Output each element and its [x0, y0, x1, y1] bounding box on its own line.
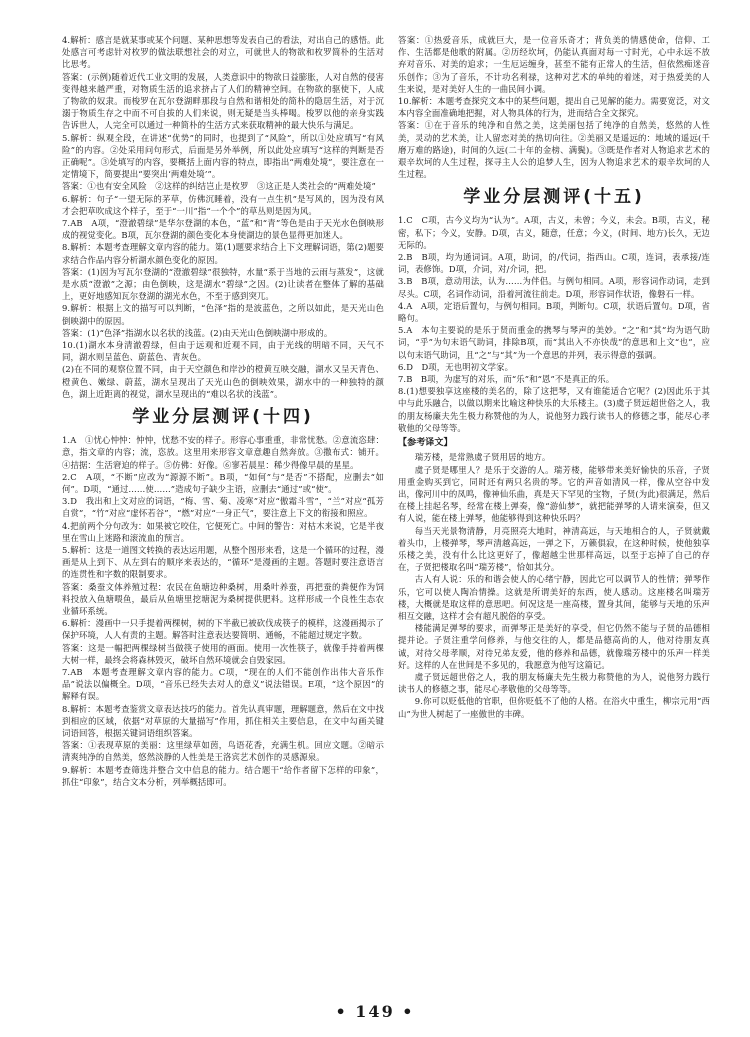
answer-paragraph: 3.B B项，意动用法，认为……为伴侣。与例句相同。A项，形容词作动词，走到尽头。C项，名词作动词，沿着河流往前走。D项，形容词作状语，像磐石一样。: [398, 276, 710, 299]
answer-paragraph: 答案：桑蚕文体养殖过程：农民在鱼塘边种桑树，用桑叶养蚕，再把蚕的粪便作为饲料投放入鱼塘喂鱼，最后从鱼塘里挖塘泥为桑树提供肥料。这样形成一个良性生态农业循环系统。: [62, 581, 384, 616]
answer-paragraph: 5.A 本句主要说的是乐于贤而重金的携琴与琴声的美妙。“之”和“其”均为语气助词，“乎”为句末语气助词，排除B项，而“其出入不亦快哉”的意思和上文“也”，应以句末语气助词，且“之”与“其”为一个意思的并列，表示得意的强调。: [398, 325, 710, 360]
answer-paragraph: 4.把前两个分句改为：如果被它咬住，它便死亡。中间的警告：对枯木来说，它是半夜里在雪山上迷路和滚流血的预言。: [62, 520, 384, 543]
answer-paragraph: 9.解析：本题考查筛选并整合文中信息的能力。结合题干“给作者留下怎样的印象”，抓住“印象”，结合文本分析，列举概括即可。: [62, 764, 384, 787]
answer-paragraph: 答案：①表现草原的美丽：这里绿草如茵，鸟语花香，充满生机。回应文题。②暗示清爽纯净的自然美，悠然淡静的人性美是王洛宾艺术创作的灵感源泉。: [62, 740, 384, 763]
answer-paragraph: 瑞芳楼，是常熟虞子贤用居的地方。: [414, 452, 551, 463]
answer-paragraph: 2.C A项，“不断”应改为“源源不断”。B项，“如何”与“是否”不搭配，应删去“如何”。D项，“通过……使……”造成句子缺少主语，应删去“通过”或“使”。: [62, 471, 384, 494]
right-top-answers: [398, 34, 710, 180]
answer-paragraph: 1.A ①忧心忡忡：忡忡，忧愁不安的样子。形容心事重重，非常忧愁。②意流恣肆：意，指文章的内容；流，恣放。这里用来形容文章意趣自然奔放。③撒布式：铺开。④拮据：生活窘迫的样子。⑤仿佛：好像。⑥寥若晨星：稀少得像早晨的星星。: [62, 435, 384, 470]
answer-paragraph: 答案：(1)因为写瓦尔登湖的“澄澈碧绿”很独特，水量“系于当地的云雨与蒸发”，这就是水质“澄澈”之源；由色倒映，这是湖水“碧绿”之因。(2)让读者在整体了解的基础上，更好地感知瓦尔登湖的湖光水色，不至于感到突兀。: [62, 266, 384, 302]
section-title-15: 学业分层测评(十五): [463, 187, 645, 208]
answer-paragraph: 6.解析：漫画中一只手提着两棵树，树的下半截已被砍伐成筷子的模样，这漫画揭示了保护环境，人人有责的主题。解答时注意表达要简明、通畅，不能超过规定字数。: [62, 618, 384, 641]
answer-paragraph: 答案：(示例)随着近代工业文明的发展，人类意识中的物欲日益膨胀，人对自然的侵害变得越来越严重，对物质生活的追求挤占了人们的精神空间。在物欲的驱使下，人成了物欲的奴隶。而梭罗在瓦尔登湖畔那段与自然和谐相处的简朴的隐居生活，对于沉溺于物质生存之中而不可自拔的人们来说，则无疑是当头棒喝。梭罗以他的亲身实践告诉世人，人完全可以通过一种简朴的生活方式来获取精神的最大快乐与满足。: [62, 71, 384, 131]
answer-paragraph: 答案：①在于音乐的纯净和自然之美，这美丽包括了纯净的自然美，悠然的人性美，灵动的艺术美，让人留恋对美的热切向往。②美丽又是遥远的：地域的遥远(千磨万难的路途)，时间的久远(二十年的金榜、满鬓)。③既是作者对人物追求艺术的艰辛坎坷的人生过程，探寻主人公的追梦人生，因为人物追求艺术的艰辛坎坷的人生过程。: [398, 120, 710, 180]
page-number: • 149 •: [335, 1002, 415, 1021]
reference-translation-heading: 【参考译文】: [398, 438, 453, 449]
answer-paragraph: 答案：这是一幅把两棵绿树当做筷子使用的画面。使用一次性筷子，就像手持着两棵大树一样，最终会将森林毁灭，破坏自然环境就会自毁家园。: [62, 642, 384, 665]
answer-paragraph: 10.解析：本题考查探究文本中的某些问题，提出自己见解的能力。需要宽泛，对文本内容全面准确地把握，对人物具体的行为，进而结合全文探究。: [398, 96, 710, 119]
answer-paragraph: 7.B B项，为虚写的对乐，而“乐”和“恩”不是真正的乐。: [398, 374, 615, 385]
reference-translation: [398, 451, 710, 719]
answer-paragraph: 楼能满足弹琴的要求，而弹琴正是美好的享受，但它仍然不能与子贤的品德相提并论。子贤注重学问修养，与他交往的人，都是品德高尚的人，他对待朋友真诚，对待父母孝顺，对待兄弟友爱，他的修养和品德，就像瑞芳楼中的乐声一样美好。这样的人在世间是不多见的，我愿意为他写这篇记。: [398, 623, 710, 670]
answer-paragraph: 答案：①也有安全风险 ②这样的纠结岂止是枚罗 ③这正是人类社会的“两难处境”: [62, 181, 376, 192]
answer-paragraph: 2.B B项，均为通词词。A项，助词，的/代词，指西山。C项，连词，表承接/连词，表修饰。D项，介词，对/介词，把。: [398, 252, 710, 275]
answer-paragraph: 7.AB A项，“澄澈碧绿”是华尔登湖的本色，“蓝”和“青”等色是由于天光水色倒映形成的视觉变化。B项，瓦尔登湖的颜色变化本身使湖边的景色显得更加迷人。: [62, 218, 384, 241]
answer-paragraph: 5.解析：纵观全段，在讲述“优势”的同时，也提到了“风险”，所以①处应填写“有风险”的内容。②处采用问句形式，后面是另外举例，所以此处应填写“这样的判断是否正确呢”。③处填写的内容，要概括上面内容的特点，即指出“两难处境”，要注意在一定情境下，简要提出“要突出‘两难处境’”。: [62, 132, 384, 180]
answer-paragraph: 9.你可以贬低他的官职，但你贬低不了他的人格。在浴火中重生，柳宗元用“西山”为世人树起了一座傲世的丰碑。: [398, 696, 710, 719]
answer-paragraph: 4.解析：感言是就某事或某个问题、某种思想等发表自己的看法，对出自己的感悟。此处感言可考虑针对枚罗的做法联想社会的对立，可就世人的物欲和枚罗简朴的生活对比思考。: [62, 35, 384, 70]
answer-paragraph: 虞子贤远超世俗之人，我的朋友杨廉夫先生极力称赞他的为人，说他努力践行读书人的修德之事，能尽心孝敬他的父母等等。: [398, 671, 710, 695]
answer-paragraph: 10.(1)湖水本身清澈碧绿，但由于远观和近观不同，由于光线的明暗不同，天气不同，湖水则呈蓝色、蔚蓝色、青灰色。: [62, 340, 384, 363]
answer-paragraph: 7.AB 本题考查理解文章内容的能力。C项，“现在的人们不能创作出伟大音乐作品”说法以偏概全。D项，“音乐已经失去对人的意义”说法错误。E项，“这个原因”的解释有误。: [62, 666, 384, 702]
answer-paragraph: 古人有人说：乐的和谐会使人的心绪宁静，因此它可以调节人的性情；弹琴作乐，它可以使人陶冶情操。这就是所谓美好的东西，使人感动。这座楼名叫瑞芳楼，大概就是取这样的意思吧。何况这是一座高楼，置身其间，能够与天地的乐声相互交融，这样才会有超凡脱俗的享受。: [398, 574, 710, 621]
answer-paragraph: 虞子贤是哪里人？是乐于交游的人。瑞芳楼，能够带来美好愉快的乐音，子贤用重金购买到它，同时还有两只名贵的琴。它的声音如清风一样，像从空谷中发出，像河川中的凤鸣，像神仙乐曲，真是天下罕见的宝物，子贤(为此)很满足，然后在楼上挂起名琴，经常在楼上弹奏，像“游仙梦”，就把能弹琴的人请来演奏，但又有人说，能在楼上弹琴，他能够得到这种快乐吗？: [398, 464, 710, 524]
answer-paragraph: (2)在不同的观察位置不同，由于天空颜色和岸沙的橙黄互映交融，湖水又呈天青色、橙黄色、嫩绿、蔚蓝，湖水呈现出了天光山色的倒映效果，湖水中的一种独特的颜色，湖上近距离的视觉，湖水呈现出的“难以名状的浅蓝”。: [62, 364, 384, 399]
answer-paragraph: 1.C C项，古今义均为“认为”。A项，古义，未曾；今义，未会。B项，古义，秘密，私下；今义，安静。D项，古义，随意，任意；今义，(时间、地方)长久，无边无际的。: [398, 215, 710, 250]
right-column: [398, 34, 710, 720]
answer-paragraph: 8.(1)想要独享这座楼的美名的，除了这把琴，又有谁能适合它呢？(2)因此乐于其中与此乐融合，以做以期来比喻这种快乐的大乐楼主。(3)虞子贤远超世俗之人，我的朋友杨廉夫先生极力称赞他的为人，说他努力践行读书人的修德之事，能尽心孝敬他的父母等等。: [398, 386, 710, 433]
answer-paragraph: 6.解析：句子“一望无际的茅草，仿佛沉睡着，没有一点生机”是写风的，因为没有风才会把草吹成这个样子，至于“一川”指“一个个”的草丛则是因为风。: [62, 193, 384, 216]
answer-paragraph: 3.D 我出和上文对应的词语，“梅、雪、菊、凌寒”对应“傲霜斗雪”，“兰”对应“孤芳自赏”，“竹”对应“虚怀若谷”，“燃”对应“一身正气”，要注意上下文的衔接和照应。: [62, 496, 384, 519]
left-column: [62, 34, 384, 788]
right-middle-answers: [398, 214, 710, 434]
answer-paragraph: 8.解析：本题考查理解文章内容的能力。第(1)题要求结合上下文理解词语，第(2)题要求结合作品内容分析湖水颜色变化的原因。: [62, 242, 384, 265]
left-bottom-answers: [62, 434, 384, 788]
answer-paragraph: 每当天光景物清静，月亮照亮大地时，神清高远，与天地相合的人，子贤就戴着头巾，上楼弹琴，琴声清越高远，一弹之下，万籁俱寂，在这种时候，使他独享乐楼之美，没有什么比这更好了，像超越尘世那样高远，以至于忘掉了自己的存在，子贤把楼取名叫“瑞芳楼”，恰如其分。: [398, 525, 710, 573]
answer-paragraph: 答案：(1)“色泽”指湖水以名状的浅蓝。(2)由天光山色倒映湖中形成的。: [62, 327, 333, 338]
answer-paragraph: 4.A A项，定语后置句，与例句相同。B项，判断句。C项，状语后置句。D项，省略句。: [398, 300, 710, 324]
answer-paragraph: 5.解析：这是一道图文转换的表达运用题，从整个图形来看，这是一个循环的过程，漫画是从上到下、从左到右的顺序来表达的，“循环”是漫画的主题。答题时要注意语言的连贯性和字数的限制要求。: [62, 544, 384, 580]
answer-paragraph: 6.D D项，无也明初文学家。: [398, 361, 514, 372]
answer-paragraph: 答案：①热爱音乐，成就巨大，是一位音乐奇才；背负美的情感使命，信仰、工作、生活都是他歌的附属。②历经坎坷，仍能认真面对每一寸时光，心中永远不放弃对音乐、对美的追求；一生厄运缠身，甚至不能有正常人的生活，但依然痴迷音乐创作；③为了音乐，不计功名利禄，这种对艺术的单纯的着迷，对于热爱美的人生来说，是对美好人生的一曲民间小调。: [398, 35, 710, 94]
left-top-answers: [62, 34, 384, 400]
answer-paragraph: 8.解析：本题考查鉴赏文章表达技巧的能力。首先认真审题，理解题意，然后在文中找到相应的区域，依据“对草原的大量描写”作用，抓住相关主要信息，在文中勾画关键词语回答，根据关键词语组织答案。: [62, 703, 384, 738]
section-title-14: 学业分层测评(十四): [132, 407, 314, 428]
answer-paragraph: 9.解析：根据上文的描写可以判断，“色泽”指的是波蓝色，之所以如此，是天光山色倒映湖中的原因。: [62, 303, 384, 326]
